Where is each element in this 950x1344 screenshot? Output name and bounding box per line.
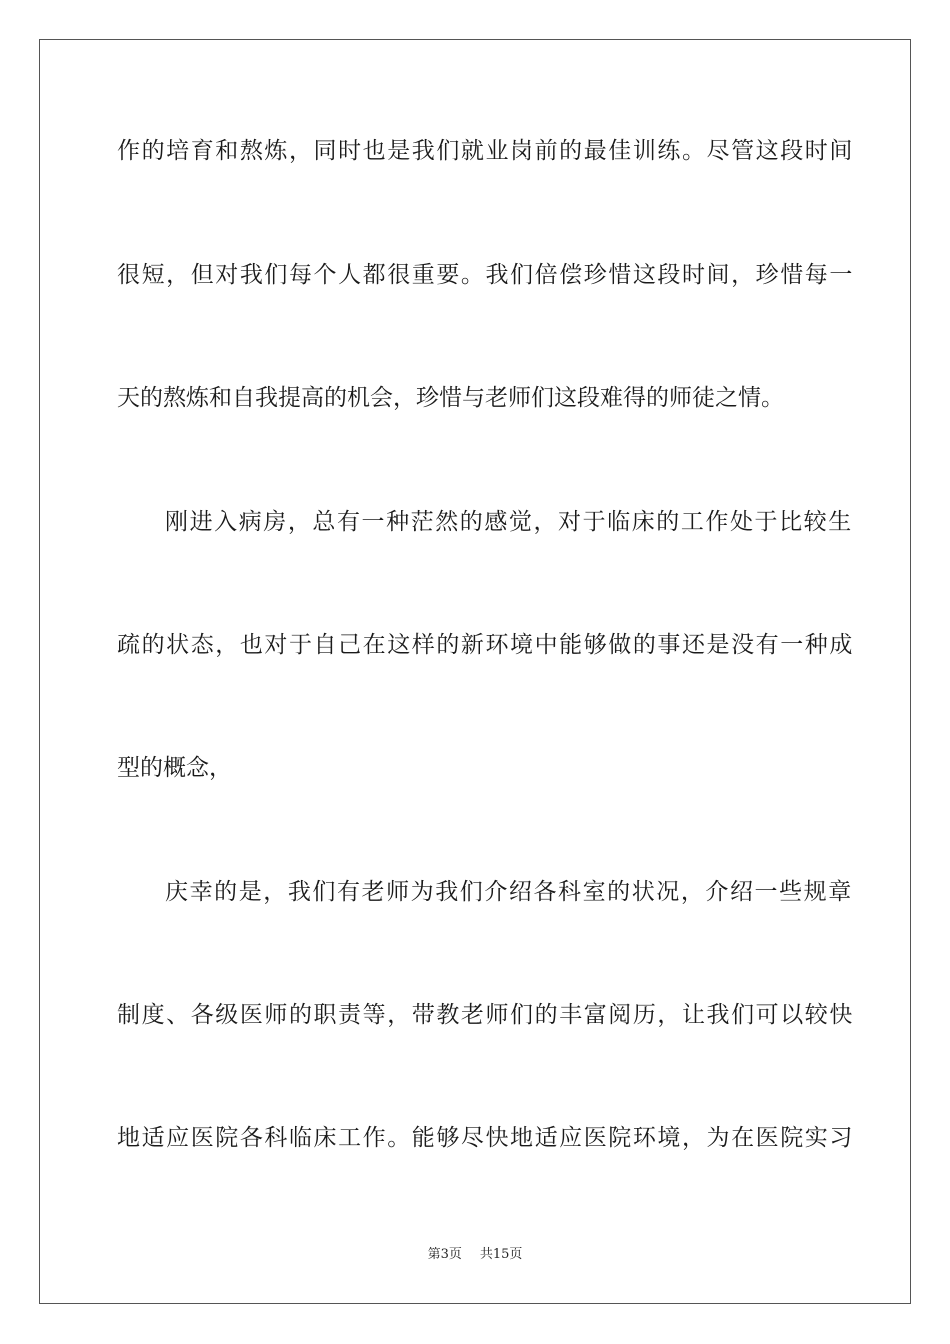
body-text-line-7: 庆 幸 的 是 ， 我 们 有 老 师 为 我 们 介 绍 各 科 室 的 状 况 ， 介 绍 一 些 规 章 [165, 879, 852, 905]
body-text-line-6: 型的概念， [117, 755, 232, 781]
body-text-line-4: 刚 进 入 病 房 ， 总 有 一 种 茫 然 的 感 觉 ， 对 于 临 床 的 工 作 处 于 比 较 生 [165, 509, 852, 535]
page-border [39, 39, 911, 1304]
page-number: 第3页 [427, 1247, 462, 1262]
body-text-line-3: 天的熬炼和自我提高的机会，珍惜与老师们这段难得的师徒之情。 [117, 385, 784, 411]
page-footer [0, 1246, 950, 1264]
body-text-line-8: 制 度 、 各 级 医 师 的 职 责 等 ， 带 教 老 师 们 的 丰 富 阅 历 ， 让 我 们 可 以 较 快 [117, 1002, 853, 1028]
body-text-line-5: 疏 的 状 态 ， 也 对 于 自 己 在 这 样 的 新 环 境 中 能 够 做 的 事 还 是 没 有 一 种 成 [117, 632, 853, 658]
page-total: 共15页 [479, 1247, 523, 1262]
body-text-line-9: 地 适 应 医 院 各 科 临 床 工 作 。 能 够 尽 快 地 适 应 医 院 环 境 ， 为 在 医 院 实 习 [117, 1125, 853, 1151]
body-text-line-2: 很 短 ， 但 对 我 们 每 个 人 都 很 重 要 。 我 们 倍 偿 珍 惜 这 段 时 间 ， 珍 惜 每 一 [117, 262, 853, 288]
body-text-line-1: 作 的 培 育 和 熬 炼 ， 同 时 也 是 我 们 就 业 岗 前 的 最 佳 训 练 。 尽 管 这 段 时 间 [117, 138, 853, 164]
